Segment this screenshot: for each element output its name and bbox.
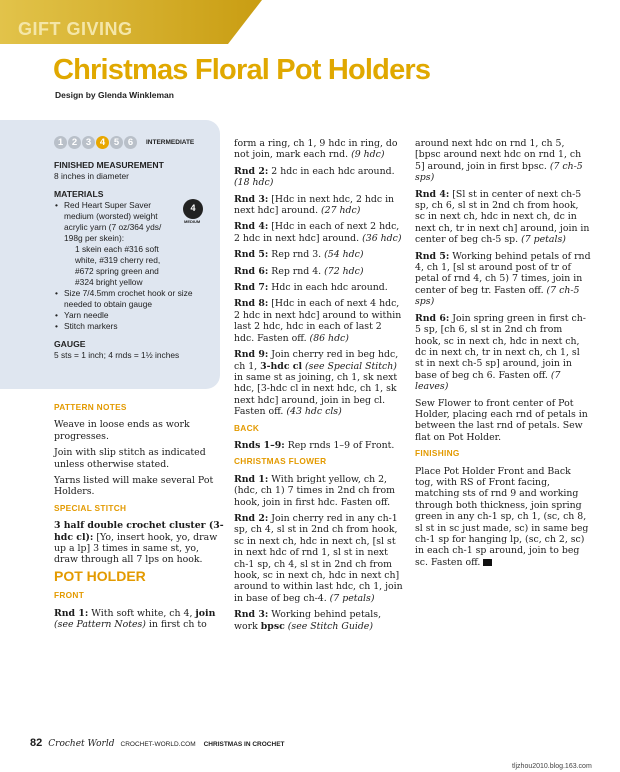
front-rnd-3	[234, 194, 404, 217]
yarn-weight-label: MEDIUM	[184, 219, 201, 224]
finishing-instructions	[415, 466, 591, 569]
flower-rnd-1	[234, 474, 404, 508]
pot-holder-heading: POT HOLDER	[54, 567, 146, 584]
rnd-text: Working behind petals, work	[234, 609, 382, 632]
website: CROCHET-WORLD.COM	[120, 741, 196, 748]
join-term: join	[195, 607, 216, 619]
rnd-label: Rnd 6:	[415, 312, 450, 324]
rnd-text: form a ring, ch 1, 9 hdc in ring, do not join, mark each rnd.	[234, 138, 398, 161]
list-item: • Size 7/4.5mm crochet hook or size needed to obtain gauge	[64, 288, 204, 310]
flower-rnd-3-cont	[415, 138, 591, 184]
rnd-label: Rnd 3:	[234, 609, 269, 621]
magazine-name: Crochet World	[48, 739, 115, 749]
rnd-count: (9 hdc)	[351, 149, 385, 161]
front-rnd-5	[234, 249, 404, 260]
rnd-text: [Hdc in next hdc, 2 hdc in next hdc] around.	[234, 193, 395, 217]
note-3: Yarns listed will make several Pot Holders.	[54, 475, 214, 498]
rnd-text: Rep rnd 3.	[271, 249, 322, 261]
rnd-count: (36 hdc)	[362, 232, 402, 244]
flower-heading: CHRISTMAS FLOWER	[234, 456, 327, 467]
rnd-note: (see Special Stitch)	[305, 360, 397, 372]
list-item	[64, 200, 179, 288]
rnd-label: Rnd 6:	[234, 265, 269, 277]
skill-level-1: 1	[54, 136, 67, 149]
finished-measurement	[54, 160, 214, 361]
rnd-label: Rnd 5:	[415, 250, 450, 262]
rnd-label: Rnd 1:	[234, 473, 269, 485]
rnd-text: [Hdc in each of next 2 hdc, 2 hdc in next hdc] around.	[234, 221, 400, 244]
skill-level-indicator	[54, 136, 194, 149]
rnd-label: Rnd 2:	[234, 512, 269, 524]
rnd-label: Rnd 4:	[234, 221, 269, 233]
rnd-label: Rnd 1:	[54, 607, 89, 619]
yarn-weight-icon: 4	[183, 199, 203, 219]
materials-yarn-colors: 1 skein each #316 soft white, #319 cherry red, #672 spring green and #324 bright yellow	[75, 244, 161, 287]
stitch-term: bpsc	[260, 620, 285, 632]
page-number: 82	[30, 737, 43, 749]
rnd-text: Rep rnd 4.	[271, 265, 322, 277]
rnd-count: (7 petals)	[329, 592, 375, 604]
list-item: • Stitch markers	[64, 321, 214, 332]
rnd-text: Working behind petals of rnd 4, ch 1, [sl st around post of tr of petal of rnd 4, ch 5) 7 times, join in center of beg tr. Fasten off.	[415, 250, 591, 296]
flower-rnd-4	[415, 189, 591, 246]
rnd-count: (7 leaves)	[415, 369, 561, 393]
flower-rnd-5	[415, 251, 591, 308]
rnd-label: Rnds 1–9:	[234, 439, 285, 451]
page-title: Christmas Floral Pot Holders	[53, 54, 431, 86]
sew-instructions: Sew Flower to front center of Pot Holder, placing each rnd of petals in between the last rnd of petals. Sew flat on Pot Holder.	[415, 397, 588, 443]
section-label: GIFT GIVING	[18, 19, 133, 39]
skill-level-4: 4	[96, 136, 109, 149]
skill-level-5: 5	[110, 136, 123, 149]
end-mark-icon	[483, 559, 492, 566]
materials-yarn: Red Heart Super Saver medium (worsted) weight acrylic yarn (7 oz/364 yds/ 198g per skein):	[64, 200, 162, 243]
rnd-text: [Hdc in each of next 4 hdc, 2 hdc in next hdc] around to within last 2 hdc, hdc in each of last 2 hdc. Fasten off.	[234, 298, 402, 344]
finished-heading: FINISHED MEASUREMENT	[54, 160, 164, 170]
rnd-text: Rep rnds 1–9 of Front.	[287, 439, 395, 451]
rnd-label: Rnd 4:	[415, 188, 450, 200]
rnd-label: Rnd 8:	[234, 298, 269, 310]
back-heading: BACK	[234, 422, 260, 433]
gauge-text: 5 sts = 1 inch; 4 rnds = 1½ inches	[54, 350, 180, 360]
note-2: Join with slip stitch as indicated unless otherwise stated.	[54, 447, 206, 470]
skill-level-3: 3	[82, 136, 95, 149]
pattern-notes-heading: PATTERN NOTES	[54, 402, 127, 412]
rnd-count: (72 hdc)	[324, 265, 364, 277]
front-rnd-9	[234, 349, 404, 417]
rnd-count: (7 ch-5 sps)	[415, 284, 580, 308]
gauge-heading: GAUGE	[54, 339, 86, 349]
rnd-text: [Sl st in center of next ch-5 sp, ch 6, sl st in 2nd ch from hook, sc in next ch, hdc in next ch, dc in next ch, tr in next ch] around, join in center of beg ch-5 sp.	[415, 188, 590, 246]
front-rnd-6	[234, 266, 404, 277]
rnd-count: (18 hdc)	[234, 177, 274, 189]
materials-heading: MATERIALS	[54, 189, 104, 199]
list-item: • Yarn needle	[64, 310, 214, 321]
front-rnd-1-cont	[234, 138, 404, 161]
note-1: Weave in loose ends as work progresses.	[54, 419, 190, 442]
front-rnd-1	[54, 608, 224, 631]
rnd-text: With soft white, ch 4,	[91, 607, 193, 619]
watermark: tljzhou2010.blog.163.com	[512, 763, 592, 770]
flower-rnd-6	[415, 313, 591, 393]
rnd-label: Rnd 3:	[234, 193, 269, 205]
stitch-term: 3-hdc cl	[260, 360, 303, 372]
rnd-count: (86 hdc)	[309, 332, 349, 344]
byline: Design by Glenda Winkleman	[55, 90, 174, 100]
rnd-text: Hdc in each hdc around.	[271, 282, 388, 294]
front-rnd-4	[234, 221, 404, 244]
rnd-text: 2 hdc in each hdc around.	[271, 165, 395, 177]
finishing-text: Place Pot Holder Front and Back tog, with RS of Front facing, matching sts of rnd 9 and working through both thickness, join spring green in any ch-1 sp, ch 1, (sc, ch 8, sl st in sc just made, sc) in same beg ch-1 sp for hanging lp, (sc, ch 2, sc) in each ch-1 sp around, join to beg sc. Fasten off.	[415, 465, 589, 568]
rnd-label: Rnd 7:	[234, 282, 269, 294]
rnd-count: (43 hdc cls)	[286, 406, 342, 418]
issue-name: CHRISTMAS IN CROCHET	[203, 741, 285, 748]
rnd-label: Rnd 5:	[234, 249, 269, 261]
rnd-count: (7 petals)	[521, 234, 566, 246]
back-rnds	[234, 440, 404, 451]
column-1	[54, 402, 224, 636]
front-rnd-7	[234, 282, 404, 293]
finished-text: 8 inches in diameter	[54, 171, 129, 181]
column-2	[234, 138, 404, 637]
skill-level-label: INTERMEDIATE	[146, 139, 195, 146]
front-rnd-2	[234, 166, 404, 189]
front-heading: FRONT	[54, 590, 85, 601]
rnd-count: (27 hdc)	[321, 205, 361, 217]
page-footer	[30, 737, 285, 749]
flower-rnd-2	[234, 513, 404, 604]
special-stitch-heading: SPECIAL STITCH	[54, 502, 127, 513]
column-3	[415, 138, 591, 573]
special-stitch	[54, 520, 224, 566]
rnd-text: With bright yellow, ch 2, (hdc, ch 1) 7 times in 2nd ch from hook, join in first hdc. Fasten off.	[234, 473, 395, 508]
rnd-label: Rnd 2:	[234, 165, 269, 177]
rnd-text: Join cherry red in beg hdc, ch 1,	[234, 349, 399, 372]
special-stitch-text: [Yo, insert hook, yo, draw up a lp] 3 times in same st, yo, draw through all 7 lps on hook.	[54, 531, 218, 566]
rnd-note: (see Pattern Notes)	[54, 619, 146, 631]
rnd-count: (54 hdc)	[324, 249, 364, 261]
special-stitch-name: 3 half double crochet cluster (3-hdc cl):	[54, 520, 224, 543]
rnd-text-2: in same st as joining, ch 1, sk next hdc, [3-hdc cl in next hdc, ch 1, sk next hdc] around, join in beg cl. Fasten off.	[234, 371, 398, 418]
rnd-text-end: in first ch to	[148, 619, 207, 631]
skill-level-2: 2	[68, 136, 81, 149]
skill-level-6: 6	[124, 136, 137, 149]
front-rnd-8	[234, 298, 404, 344]
rnd-note: (see Stitch Guide)	[287, 620, 373, 632]
rnd-text: Join cherry red in any ch-1 sp, ch 4, sl st in 2nd ch from hook, sc in next ch, hdc in next ch, [sl st in next hdc of rnd 1, sl st in next ch-1 sp, ch 4, sl st in 2nd ch from hook, sc in next ch, hdc in next ch] around to within last hdc, ch 1, join in base of beg ch-4.	[234, 512, 403, 604]
rnd-text: around next hdc on rnd 1, ch 5, [bpsc around next hdc on rnd 1, ch 5] around, join in first bpsc.	[415, 138, 582, 172]
finishing-heading: FINISHING	[415, 448, 460, 459]
flower-rnd-3	[234, 609, 404, 632]
rnd-text: Join spring green in first ch-5 sp, [ch 6, sl st in 2nd ch from hook, sc in next ch, hdc in next ch, dc in next ch, tr in next ch, ch 1, sl st in next ch-5 sp] around, join in base of beg ch 6. Fasten off.	[415, 312, 586, 381]
rnd-count: (7 ch-5 sps)	[415, 160, 583, 184]
rnd-label: Rnd 9:	[234, 349, 269, 361]
